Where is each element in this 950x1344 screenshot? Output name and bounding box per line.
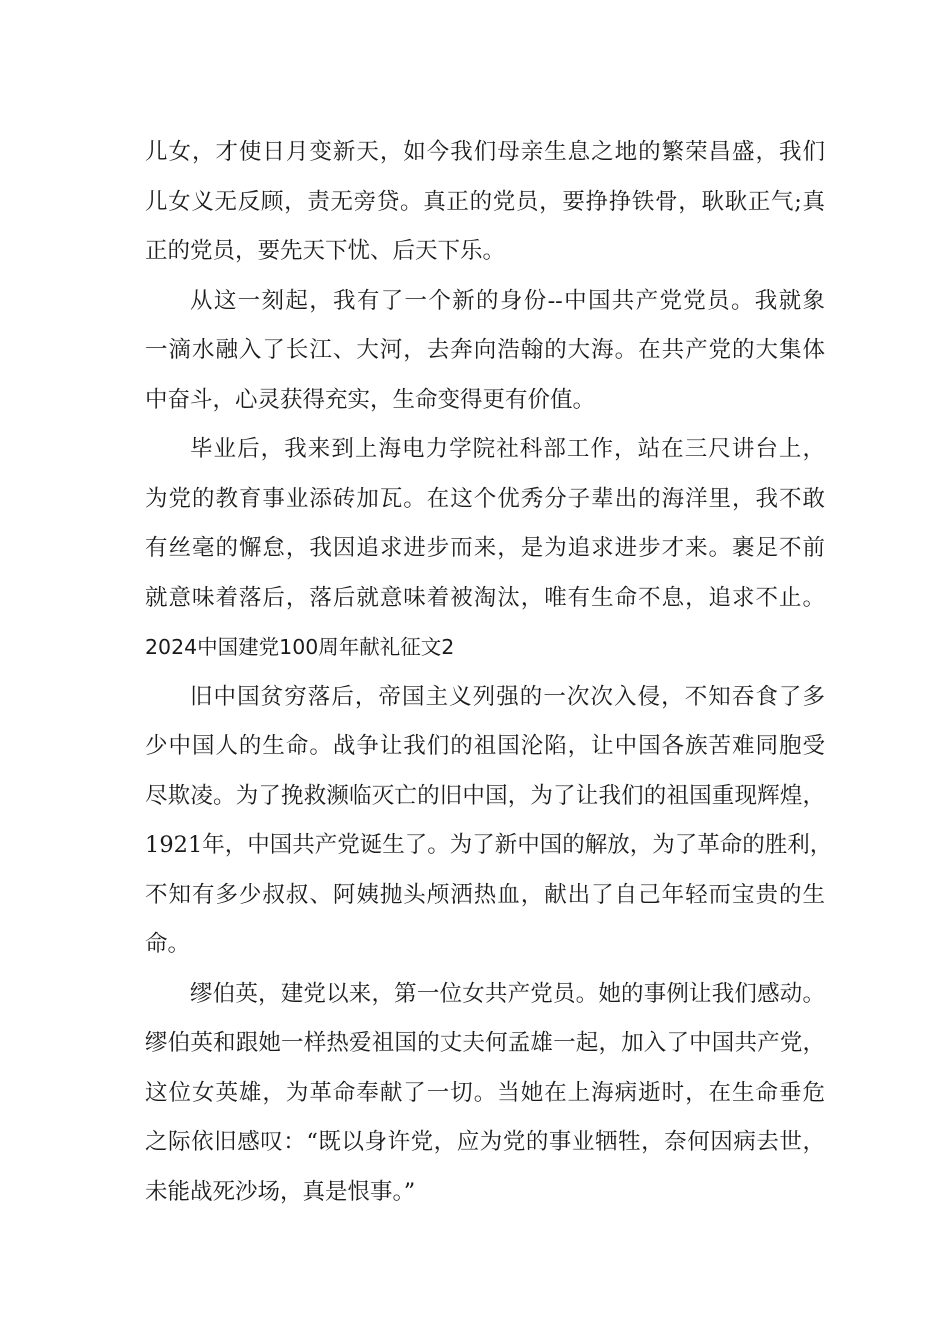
text-line: 之际依旧感叹：“既以身许党，应为党的事业牺牲，奈何因病去世， (145, 1129, 825, 1155)
text-line: 一滴水融入了长江、大河，去奔向浩翰的大海。在共产党的大集体 (145, 337, 825, 363)
text-line: 尽欺凌。为了挽救濒临灭亡的旧中国，为了让我们的祖国重现辉煌， (145, 782, 825, 809)
text-line: 不知有多少叔叔、阿姨抛头颅洒热血，献出了自己年轻而宝贵的生 (145, 881, 825, 908)
text-line: 中奋斗，心灵获得充实，生命变得更有价值。 (145, 386, 596, 413)
paragraph-miao-boying (145, 970, 825, 1218)
paragraph-continuation (145, 128, 825, 277)
text-line: 毕业后，我来到上海电力学院社科部工作，站在三尺讲台上， (190, 436, 825, 462)
text-line: 正的党员，要先天下忧、后天下乐。 (145, 238, 506, 264)
paragraph-old-china (145, 673, 833, 970)
text-line: 儿女，才使日月变新天，如今我们母亲生息之地的繁荣昌盛，我们 (145, 139, 825, 165)
text-line: 缪伯英，建党以来，第一位女共产党员。她的事例让我们感动。 (190, 980, 825, 1007)
text-line: 旧中国贫穷落后，帝国主义列强的一次次入侵，不知吞食了多 (190, 683, 825, 710)
text-line: 命。 (145, 931, 191, 957)
text-line: 为党的教育事业添砖加瓦。在这个优秀分子辈出的海洋里，我不敢 (145, 485, 825, 512)
paragraph-after-graduation (145, 425, 825, 623)
text-line: 有丝毫的懈怠，我因追求进步而来，是为追求进步才来。裹足不前 (145, 535, 825, 561)
text-line: 这位女英雄，为革命奉献了一切。当她在上海病逝时，在生命垂危 (145, 1079, 825, 1106)
text-line: 缪伯英和跟她一样热爱祖国的丈夫何孟雄一起，加入了中国共产党， (145, 1030, 825, 1056)
text-line: 从这一刻起，我有了一个新的身份--中国共产党党员。我就象 (190, 287, 825, 314)
text-line: 未能战死沙场，真是恨事。” (145, 1178, 416, 1205)
text-line: 就意味着落后，落后就意味着被淘汰，唯有生命不息，追求不止。 (145, 584, 825, 611)
document-body (145, 128, 833, 1217)
text-line: 儿女义无反顾，责无旁贷。真正的党员，要挣挣铁骨，耿耿正气;真 (145, 188, 825, 215)
paragraph-new-identity (145, 277, 825, 426)
text-line: 1921年，中国共产党诞生了。为了新中国的解放，为了革命的胜利， (145, 832, 833, 858)
text-line: 少中国人的生命。战争让我们的祖国沦陷，让中国各族苦难同胞受 (145, 733, 825, 759)
section-title: 2024中国建党100周年献礼征文2 (145, 635, 455, 659)
